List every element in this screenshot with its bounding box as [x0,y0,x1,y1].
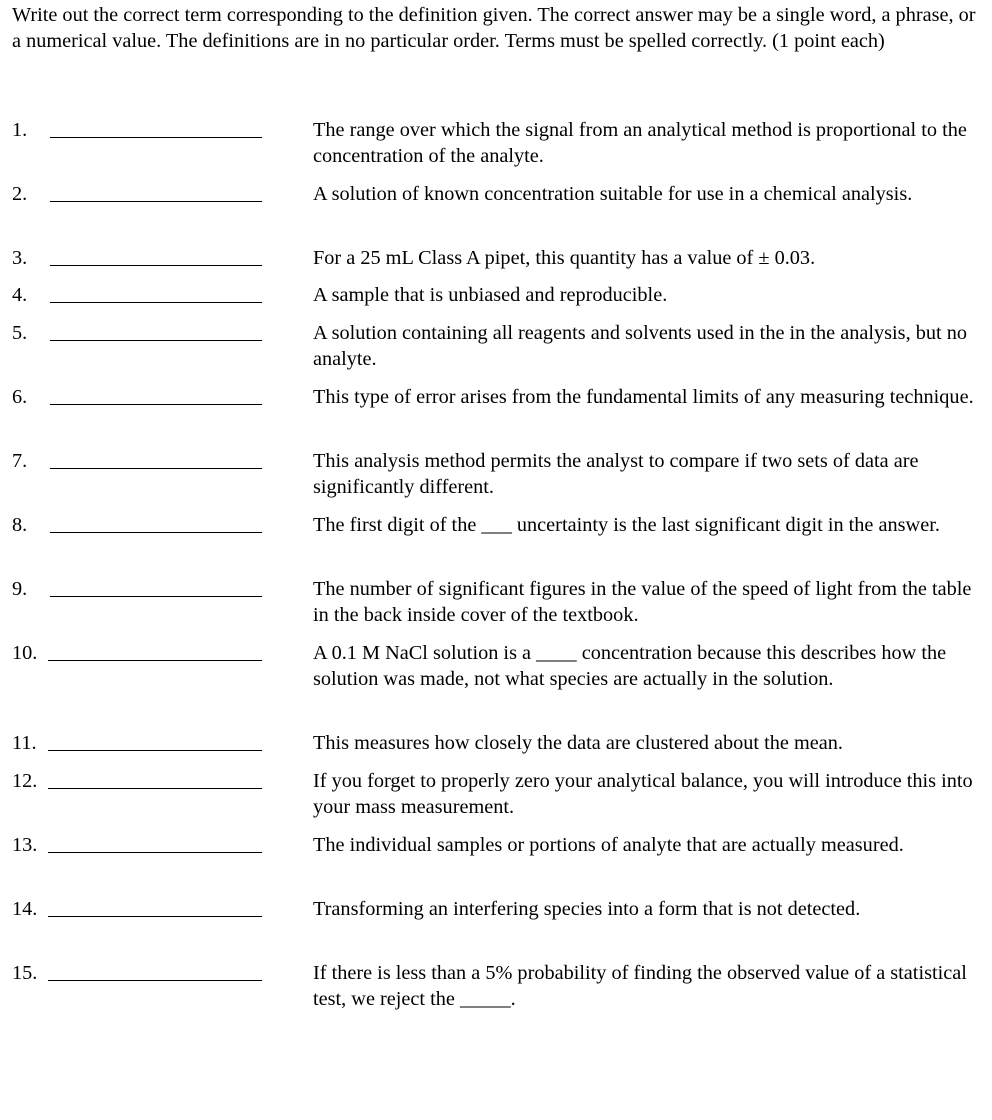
list-item [12,384,984,448]
answer-blank[interactable] [50,265,262,266]
item-definition: This type of error arises from the fundamental limits of any measuring technique. [313,386,974,408]
answer-blank[interactable] [48,660,262,661]
item-number: 13. [12,834,38,856]
item-number: 9. [12,578,28,600]
list-item [12,117,984,181]
worksheet-page [12,2,984,1010]
item-number: 12. [12,770,38,792]
item-number: 6. [12,386,28,408]
item-definition: This analysis method permits the analyst to compare if two sets of data are significantly different. [313,450,919,498]
answer-blank[interactable] [50,302,262,303]
answer-blank[interactable] [50,532,262,533]
item-definition: A 0.1 M NaCl solution is a ____ concentration because this describes how the solution was made, not what species are actually in the solution. [313,642,947,690]
instructions-paragraph: Write out the correct term corresponding to the definition given. The correct answer may be a single word, a phrase, or a numerical value. The definitions are in no particular order. Terms must be spelled correctly. (1 point each) [12,4,976,52]
answer-blank[interactable] [48,916,262,917]
item-number: 2. [12,183,28,205]
item-definition: A solution containing all reagents and solvents used in the in the analysis, but no analyte. [313,322,967,370]
item-definition: The number of significant figures in the value of the speed of light from the table in the back inside cover of the textbook. [313,578,972,626]
item-definition: A sample that is unbiased and reproducible. [313,284,668,306]
list-item [12,730,984,768]
list-item [12,512,984,576]
item-definition: For a 25 mL Class A pipet, this quantity has a value of ± 0.03. [313,247,816,269]
item-definition: This measures how closely the data are clustered about the mean. [313,732,843,754]
list-item [12,282,984,320]
item-number: 10. [12,642,38,664]
answer-blank[interactable] [50,201,262,202]
list-item [12,640,984,730]
list-item [12,832,984,896]
item-definition: The individual samples or portions of analyte that are actually measured. [313,834,904,856]
answer-blank[interactable] [50,137,262,138]
list-item [12,320,984,384]
item-number: 7. [12,450,28,472]
list-item [12,576,984,640]
item-number: 5. [12,322,28,344]
item-number: 11. [12,732,37,754]
item-definition: If you forget to properly zero your analytical balance, you will introduce this into your mass measurement. [313,770,973,818]
answer-blank[interactable] [50,596,262,597]
answer-blank[interactable] [48,750,262,751]
answer-blank[interactable] [48,852,262,853]
item-number: 8. [12,514,28,536]
item-definition: The first digit of the ___ uncertainty is the last significant digit in the answer. [313,514,940,536]
answer-blank[interactable] [48,788,262,789]
item-number: 3. [12,247,28,269]
definition-list [12,117,984,1024]
item-definition: The range over which the signal from an analytical method is proportional to the concentration of the analyte. [313,119,967,167]
item-definition: Transforming an interfering species into a form that is not detected. [313,898,861,920]
answer-blank[interactable] [48,980,262,981]
list-item [12,768,984,832]
list-item [12,245,984,282]
list-item [12,181,984,245]
answer-blank[interactable] [50,468,262,469]
item-definition: If there is less than a 5% probability of finding the observed value of a statistical test, we reject the _____. [313,962,967,1010]
item-number: 4. [12,284,28,306]
list-item [12,448,984,512]
item-definition: A solution of known concentration suitable for use in a chemical analysis. [313,183,913,205]
list-item [12,960,984,1024]
item-number: 1. [12,119,28,141]
list-item [12,896,984,960]
item-number: 14. [12,898,38,920]
answer-blank[interactable] [50,404,262,405]
answer-blank[interactable] [50,340,262,341]
item-number: 15. [12,962,38,984]
